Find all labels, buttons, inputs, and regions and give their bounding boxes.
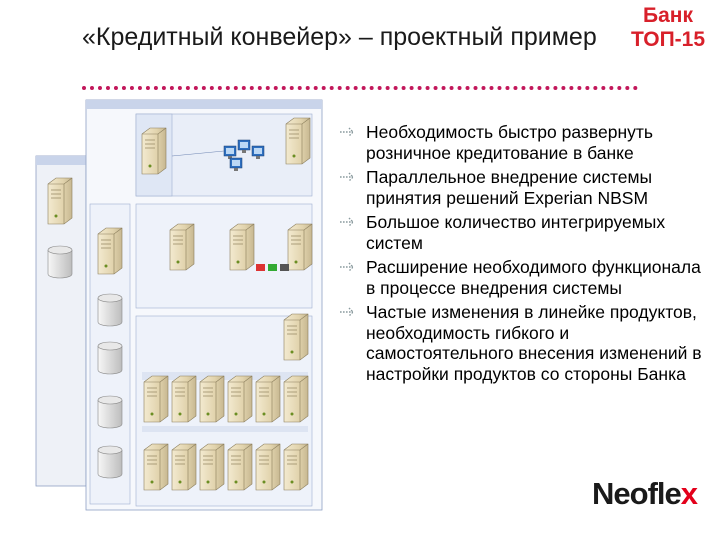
- dotted-arrow-icon: [338, 213, 358, 231]
- badge-line-1: Банк: [643, 4, 693, 27]
- bullet-text: Расширение необходимого функционала в процессе внедрения системы: [366, 257, 701, 298]
- slide-title: «Кредитный конвейер» – проектный пример: [82, 23, 597, 51]
- list-item: [336, 302, 708, 384]
- bullet-text: Необходимость быстро развернуть розничное кредитование в банке: [366, 122, 654, 163]
- list-item: [336, 257, 708, 298]
- logo-accent: x: [680, 476, 697, 511]
- dotted-arrow-icon: [338, 168, 358, 186]
- architecture-diagram: [34, 96, 324, 512]
- title-divider: [82, 86, 638, 90]
- bank-badge: [620, 4, 716, 52]
- badge-line-2: ТОП-15: [630, 28, 706, 51]
- bullet-text: Частые изменения в линейке продуктов, необходимость гибкого и самостоятельного внесения изменений в настройки продуктов со стороны Банка: [366, 302, 702, 384]
- list-item: [336, 212, 708, 253]
- list-item: [336, 167, 708, 208]
- bullet-text: Параллельное внедрение системы принятия решений Experian NBSM: [366, 167, 653, 208]
- dotted-arrow-icon: [338, 258, 358, 276]
- list-item: [336, 122, 708, 163]
- dotted-arrow-icon: [338, 303, 358, 321]
- bullet-list: [336, 122, 708, 388]
- dotted-arrow-icon: [338, 123, 358, 141]
- bullet-text: Большое количество интегрируемых систем: [366, 212, 666, 253]
- logo-prefix: Neofle: [592, 476, 681, 511]
- neoflex-logo: [592, 476, 697, 512]
